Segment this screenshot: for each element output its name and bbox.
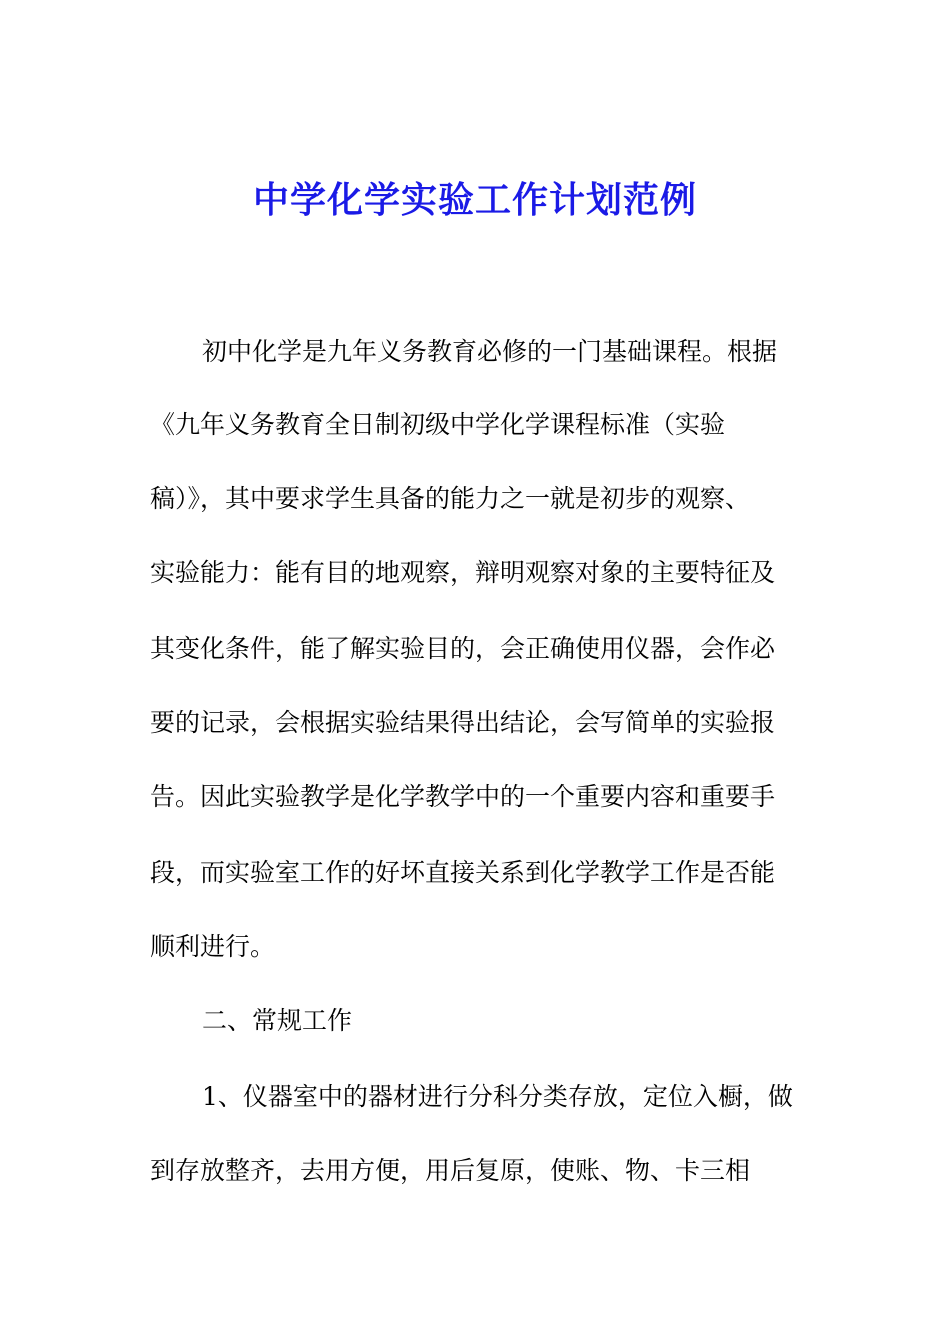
paragraph-line: 告。因此实验教学是化学教学中的一个重要内容和重要手 — [150, 782, 776, 811]
paragraph-line: 顺利进行。 — [150, 932, 276, 961]
document-title: 中学化学实验工作计划范例 — [252, 180, 697, 221]
paragraph-line: 到存放整齐，去用方便，用后复原，使账、物、卡三相 — [150, 1156, 751, 1185]
paragraph-line: 其变化条件，能了解实验目的，会正确使用仪器，会作必 — [150, 634, 776, 663]
paragraph-line: 稿）》，其中要求学生具备的能力之一就是初步的观察、 — [150, 484, 751, 513]
paragraph-line: 实验能力：能有目的地观察，辩明观察对象的主要特征及 — [150, 558, 776, 587]
paragraph-line: 要的记录，会根据实验结果得出结论，会写简单的实验报 — [150, 708, 776, 737]
paragraph-line: 1、仪器室中的器材进行分科分类存放，定位入橱，做 — [202, 1082, 793, 1111]
section-heading: 二、常规工作 — [202, 1006, 353, 1035]
paragraph-line: 段，而实验室工作的好坏直接关系到化学教学工作是否能 — [150, 858, 776, 887]
paragraph-line: 《九年义务教育全日制初级中学化学课程标准（实验 — [150, 410, 726, 439]
paragraph-line: 初中化学是九年义务教育必修的一门基础课程。根据 — [202, 337, 778, 366]
